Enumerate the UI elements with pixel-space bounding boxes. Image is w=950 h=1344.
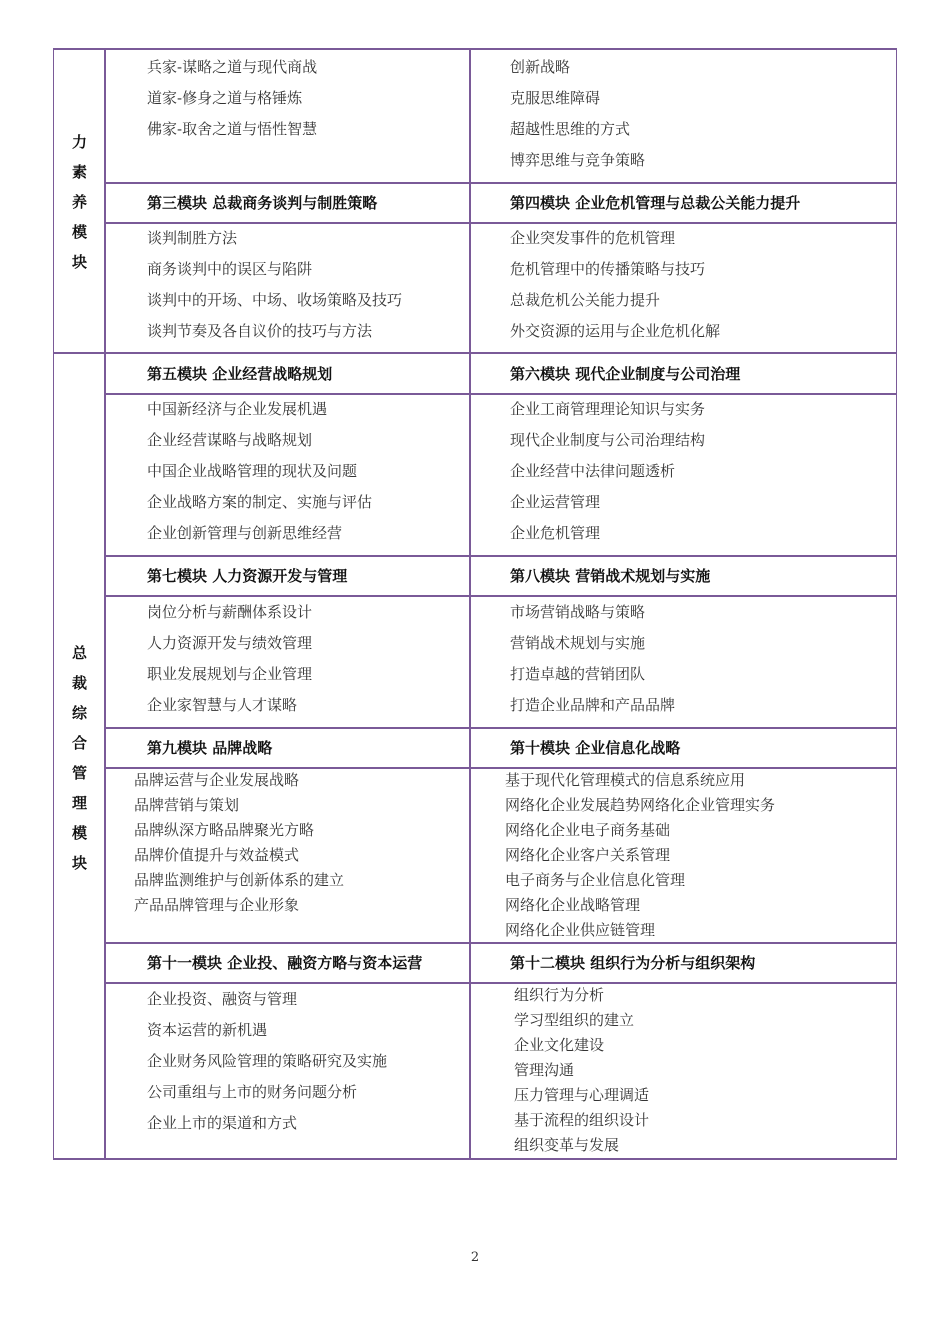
- course-item: 品牌营销与策划: [134, 796, 240, 814]
- course-item: 品牌监测维护与创新体系的建立: [134, 871, 345, 889]
- row-divider: [106, 942, 897, 944]
- module-heading-right: 第六模块 现代企业制度与公司治理: [510, 364, 741, 383]
- course-item: 危机管理中的传播策略与技巧: [510, 260, 706, 278]
- course-item: 企业投资、融资与管理: [147, 990, 298, 1008]
- course-item: 谈判中的开场、中场、收场策略及技巧: [147, 291, 403, 309]
- row-divider: [106, 393, 897, 395]
- course-item: 公司重组与上市的财务问题分析: [147, 1083, 358, 1101]
- course-item: 企业创新管理与创新思维经营: [147, 524, 343, 542]
- course-item: 管理沟通: [514, 1061, 575, 1079]
- module-heading-left: 第七模块 人力资源开发与管理: [147, 567, 348, 585]
- course-item: 企业工商管理理论知识与实务: [510, 400, 706, 418]
- module-heading-right: 第四模块 企业危机管理与总裁公关能力提升: [510, 194, 801, 212]
- category-cell: [53, 352, 106, 1160]
- course-item: 企业战略方案的制定、实施与评估: [147, 493, 373, 511]
- course-item: 企业家智慧与人才谋略: [147, 696, 298, 714]
- course-item: 人力资源开发与绩效管理: [147, 634, 313, 652]
- column-divider: [469, 48, 471, 182]
- course-item: 网络化企业电子商务基础: [505, 821, 671, 839]
- row-divider: [106, 595, 897, 597]
- course-item: 压力管理与心理调适: [514, 1086, 650, 1104]
- course-item: 基于现代化管理模式的信息系统应用: [505, 771, 746, 789]
- module-heading-right: 第十二模块 组织行为分析与组织架构: [510, 954, 756, 972]
- course-item: 超越性思维的方式: [510, 120, 631, 138]
- course-item: 品牌价值提升与效益模式: [134, 846, 300, 864]
- category-label: 总 裁 综 合 管 理 模 块: [71, 644, 87, 872]
- course-item: 网络化企业战略管理: [505, 896, 641, 914]
- course-item: 组织变革与发展: [514, 1136, 620, 1154]
- column-divider: [469, 555, 471, 727]
- category-cell: [53, 48, 106, 352]
- course-item: 打造企业品牌和产品品牌: [510, 696, 676, 714]
- category-label: 力 素 养 模 块: [71, 133, 87, 271]
- page-number: 2: [470, 1250, 480, 1265]
- course-item: 兵家-谋略之道与现代商战: [147, 58, 318, 76]
- course-item: 克服思维障碍: [510, 89, 601, 107]
- module-heading-right: 第十模块 企业信息化战略: [510, 739, 681, 757]
- course-item: 营销战术规划与实施: [510, 634, 646, 652]
- course-item: 网络化企业发展趋势网络化企业管理实务: [505, 796, 776, 814]
- course-item: 品牌运营与企业发展战略: [134, 771, 300, 789]
- column-divider: [469, 942, 471, 1160]
- course-item: 外交资源的运用与企业危机化解: [510, 322, 721, 340]
- course-item: 企业财务风险管理的策略研究及实施: [147, 1052, 388, 1070]
- module-heading-left: 第三模块 总裁商务谈判与制胜策略: [147, 194, 378, 212]
- course-item: 职业发展规划与企业管理: [147, 665, 313, 683]
- row-divider: [106, 222, 897, 224]
- course-item: 网络化企业供应链管理: [505, 921, 656, 939]
- course-item: 企业运营管理: [510, 493, 601, 511]
- course-item: 产品品牌管理与企业形象: [134, 896, 300, 914]
- course-item: 现代企业制度与公司治理结构: [510, 431, 706, 449]
- course-item: 企业突发事件的危机管理: [510, 229, 676, 247]
- column-divider: [469, 727, 471, 942]
- row-divider: [106, 727, 897, 729]
- course-item: 创新战略: [510, 58, 571, 76]
- course-item: 佛家-取舍之道与悟性智慧: [147, 120, 318, 138]
- course-item: 学习型组织的建立: [514, 1011, 635, 1029]
- course-item: 组织行为分析: [514, 986, 605, 1004]
- course-item: 商务谈判中的误区与陷阱: [147, 260, 313, 278]
- table-bottom-border: [53, 1158, 897, 1160]
- course-item: 博弈思维与竞争策略: [510, 151, 646, 169]
- row-divider: [106, 555, 897, 557]
- course-item: 企业上市的渠道和方式: [147, 1114, 298, 1132]
- course-item: 打造卓越的营销团队: [510, 665, 646, 683]
- module-heading-left: 第九模块 品牌战略: [147, 739, 273, 757]
- module-heading-left: 第五模块 企业经营战略规划: [147, 364, 333, 383]
- course-item: 中国新经济与企业发展机遇: [147, 400, 328, 418]
- course-item: 谈判节奏及各自议价的技巧与方法: [147, 322, 373, 340]
- column-divider: [469, 182, 471, 352]
- course-item: 基于流程的组织设计: [514, 1111, 650, 1129]
- course-item: 中国企业战略管理的现状及问题: [147, 462, 358, 480]
- course-item: 企业经营中法律问题透析: [510, 462, 676, 480]
- row-divider: [106, 182, 897, 184]
- course-item: 道家-修身之道与格锤炼: [147, 89, 303, 107]
- course-item: 品牌纵深方略品牌聚光方略: [134, 821, 315, 839]
- module-heading-left: 第十一模块 企业投、融资方略与资本运营: [147, 954, 423, 972]
- row-divider: [106, 982, 897, 984]
- row-divider: [106, 48, 897, 50]
- course-item: 企业经营谋略与战略规划: [147, 431, 313, 449]
- course-item: 电子商务与企业信息化管理: [505, 871, 686, 889]
- column-divider: [469, 352, 471, 555]
- module-heading-right: 第八模块 营销战术规划与实施: [510, 567, 711, 585]
- course-item: 市场营销战略与策略: [510, 603, 646, 621]
- row-divider: [106, 352, 897, 354]
- course-item: 网络化企业客户关系管理: [505, 846, 671, 864]
- course-item: 资本运营的新机遇: [147, 1021, 268, 1039]
- course-item: 谈判制胜方法: [147, 229, 238, 247]
- course-item: 企业文化建设: [514, 1036, 605, 1054]
- course-item: 岗位分析与薪酬体系设计: [147, 603, 313, 621]
- course-item: 总裁危机公关能力提升: [510, 291, 661, 309]
- course-item: 企业危机管理: [510, 524, 601, 542]
